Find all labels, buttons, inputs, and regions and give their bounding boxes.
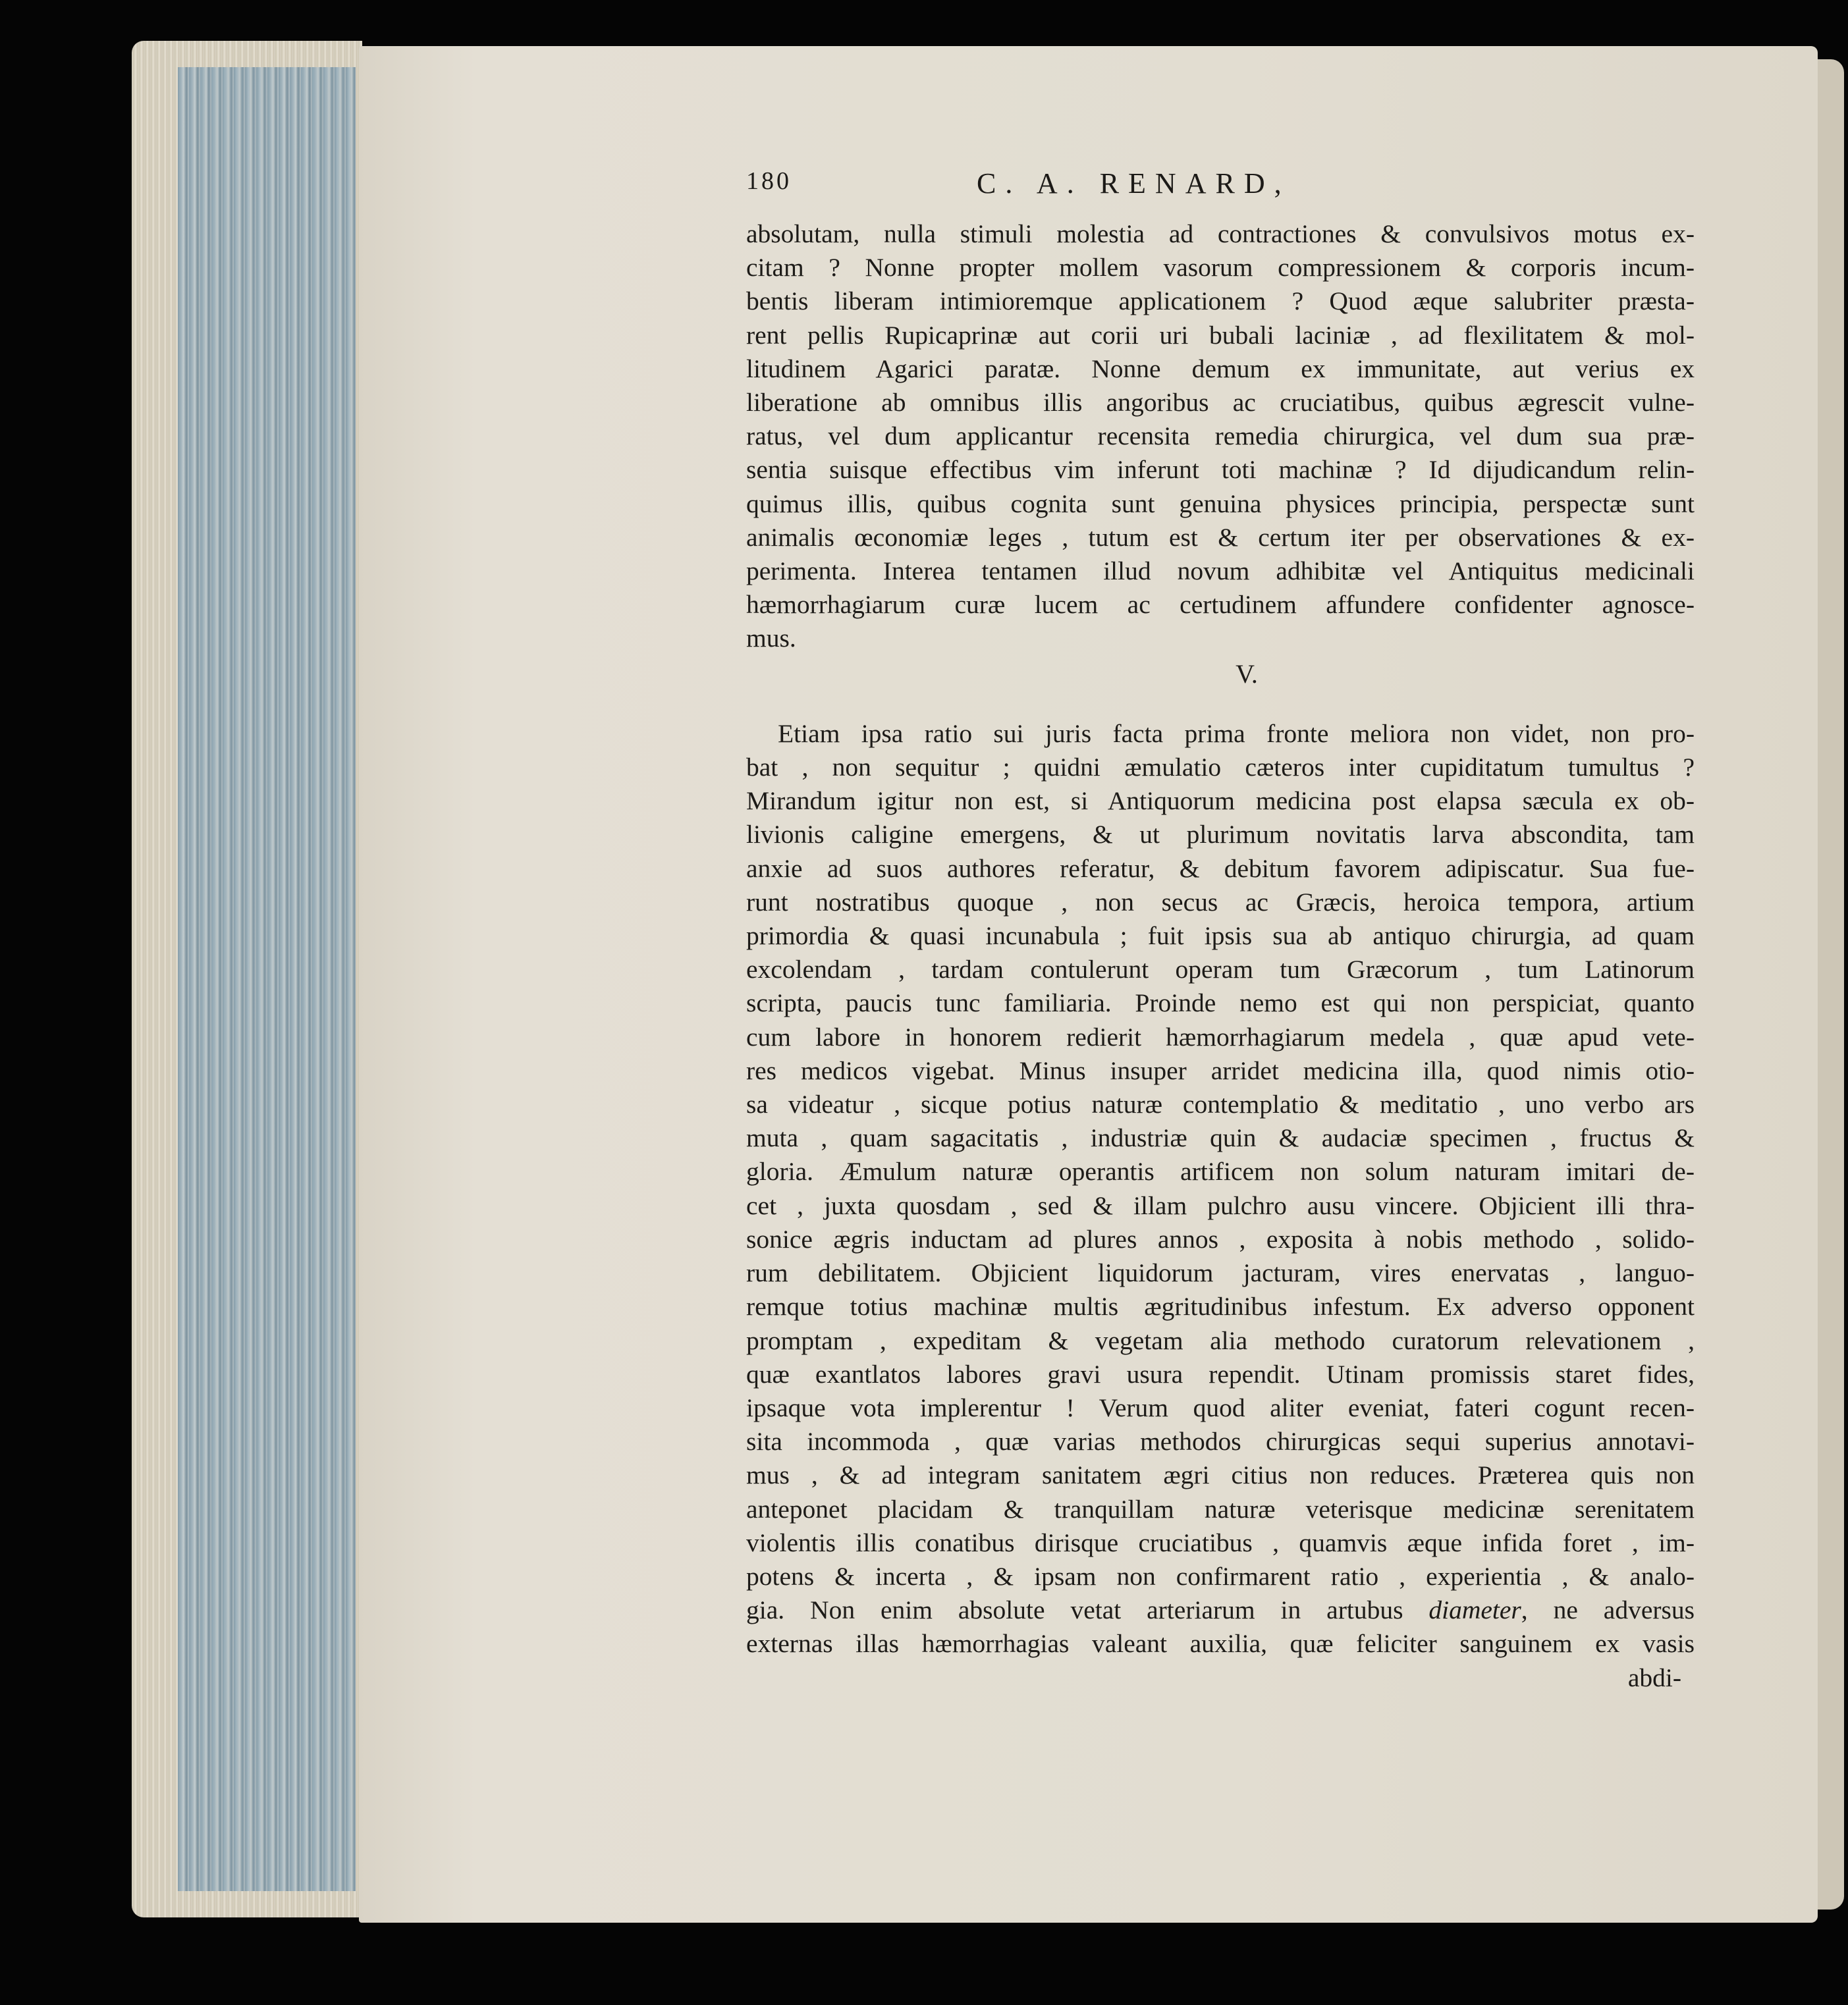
text-line: runt nostratibus quoque , non secus ac Græcis, heroica tempora, artium — [746, 887, 1695, 917]
text-line: sonice ægris inductam ad plures annos , exposita à nobis methodo , solido- — [746, 1224, 1695, 1254]
italic-word: diameter — [1428, 1595, 1521, 1625]
running-title: C. A. RENARD, — [977, 167, 1291, 200]
text-line: Etiam ipsa ratio sui juris facta prima fronte meliora non videt, non pro- — [778, 718, 1695, 748]
text-line: anxie ad suos authores referatur, & debitum favorem adipiscatur. Sua fue- — [746, 853, 1695, 883]
text-line: mus. — [746, 624, 796, 653]
text-line: rum debilitatem. Objicient liquidorum jacturam, vires enervatas , languo- — [746, 1258, 1695, 1288]
text-line: hæmorrhagiarum curæ lucem ac certudinem affundere confidenter agnosce- — [746, 590, 1695, 620]
text-line: cet , juxta quosdam , sed & illam pulchro ausu vincere. Objicient illi thra- — [746, 1190, 1695, 1220]
text-line: gloria. Æmulum naturæ operantis artificem non solum naturam imitari de- — [746, 1157, 1695, 1187]
text-line: anteponet placidam & tranquillam naturæ veterisque medicinæ serenitatem — [746, 1494, 1695, 1524]
text-line: litudinem Agarici paratæ. Nonne demum ex immunitate, aut verius ex — [746, 354, 1695, 383]
text-line: sentia suisque effectibus vim inferunt toti machinæ ? Id dijudicandum relin- — [746, 455, 1695, 485]
text-line: scripta, paucis tunc familiaria. Proinde nemo est qui non perspiciat, quanto — [746, 988, 1695, 1018]
paragraph-2 — [746, 717, 1695, 1661]
text-line: quæ exantlatos labores gravi usura rependit. Utinam promissis staret fides, — [746, 1359, 1695, 1389]
text-line: Mirandum igitur non est, si Antiquorum medicina post elapsa sæcula ex ob- — [746, 786, 1695, 816]
text-line: remque totius machinæ multis ægritudinibus infestum. Ex adverso opponent — [746, 1292, 1695, 1322]
text-line: ipsaque vota implerentur ! Verum quod aliter eveniat, fateri cogunt recen- — [746, 1393, 1695, 1422]
page-number: 180 — [746, 167, 792, 195]
text-line: bentis liberam intimioremque applicationem ? Quod æque salubriter præsta- — [746, 286, 1695, 316]
facing-page-edge — [1818, 59, 1844, 1910]
text-line: primordia & quasi incunabula ; fuit ipsis sua ab antiquo chirurgia, ad quam — [746, 921, 1695, 951]
text-line: animalis œconomiæ leges , tutum est & certum iter per observationes & ex- — [746, 522, 1695, 552]
body-text — [746, 217, 1695, 1695]
text-line: violentis illis conatibus dirisque cruciatibus , quamvis æque infida foret , im- — [746, 1528, 1695, 1557]
text-line: ratus, vel dum applicantur recensita remedia chirurgica, vel dum sua præ- — [746, 421, 1695, 451]
text-line: citam ? Nonne propter mollem vasorum compressionem & corporis incum- — [746, 253, 1695, 282]
text-line: promptam , expeditam & vegetam alia methodo curatorum relevationem , — [746, 1325, 1695, 1355]
text-line: excolendam , tardam contulerunt operam tum Græcorum , tum Latinorum — [746, 955, 1695, 984]
text-line: absolutam, nulla stimuli molestia ad contractiones & convulsivos motus ex- — [746, 219, 1695, 248]
text-line: bat , non sequitur ; quidni æmulatio cæteros inter cupiditatum tumultus ? — [746, 753, 1695, 782]
paragraph-1 — [746, 217, 1695, 656]
catchword: abdi- — [1627, 1663, 1681, 1692]
text-fragment: , ne adversus — [1521, 1595, 1695, 1625]
book-fore-edge — [132, 41, 362, 1917]
text-line: potens & incerta , & ipsam non confirmarent ratio , experientia , & analo- — [746, 1561, 1695, 1591]
text-line: rent pellis Rupicaprinæ aut corii uri bubali laciniæ , ad flexilitatem & mol- — [746, 320, 1695, 350]
page-header — [746, 167, 1668, 206]
text-line: sa videatur , sicque potius naturæ contemplatio & meditatio , uno verbo ars — [746, 1090, 1695, 1119]
text-line: mus , & ad integram sanitatem ægri citius non reduces. Præterea quis non — [746, 1460, 1695, 1490]
text-line: cum labore in honorem redierit hæmorrhagiarum medela , quæ apud vete- — [746, 1022, 1695, 1052]
text-line: muta , quam sagacitatis , industriæ quin & audaciæ specimen , fructus & — [746, 1123, 1695, 1153]
text-line: livionis caligine emergens, & ut plurimum novitatis larva abscondita, tam — [746, 820, 1695, 849]
text-line: quimus illis, quibus cognita sunt genuina physices principia, perspectæ sunt — [746, 489, 1695, 518]
text-line: liberatione ab omnibus illis angoribus ac cruciatibus, quibus ægrescit vulne- — [746, 388, 1695, 417]
text-line: perimenta. Interea tentamen illud novum adhibitæ vel Antiquitus medicinali — [746, 556, 1695, 586]
section-heading: V. — [1236, 658, 1258, 689]
text-line: sita incommoda , quæ varias methodos chirurgicas sequi superius annotavi- — [746, 1427, 1695, 1457]
text-fragment: gia. Non enim absolute vetat arteriarum in artubus — [746, 1595, 1403, 1625]
text-line: externas illas hæmorrhagias valeant auxilia, quæ feliciter sanguinem ex vasis — [746, 1629, 1695, 1659]
text-line: res medicos vigebat. Minus insuper arridet medicina illa, quod nimis otio- — [746, 1056, 1695, 1085]
text-line — [746, 1593, 1695, 1627]
